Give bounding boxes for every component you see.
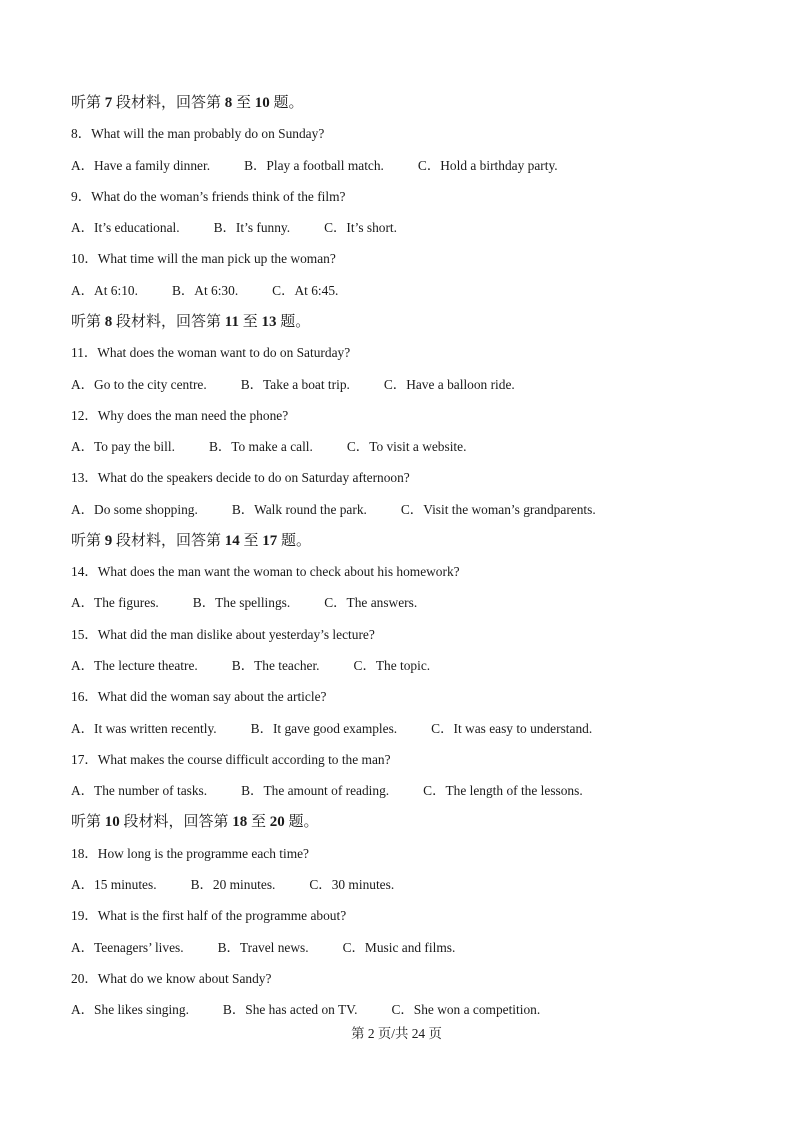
page-footer: 第 2 页/共 24 页 bbox=[351, 1026, 442, 1041]
section-text: 段材料，回答第 bbox=[119, 814, 233, 831]
answer-option-a: A．It’s educational. bbox=[71, 220, 180, 236]
question-text: 17．What makes the course difficult according to the man? bbox=[71, 751, 391, 767]
answer-option-b: B．At 6:30. bbox=[171, 282, 239, 298]
answer-option-b: B．To make a call. bbox=[208, 439, 313, 455]
answer-option-a: A．The lecture theatre. bbox=[71, 658, 198, 674]
answer-option-b: B．It’s funny. bbox=[213, 220, 291, 236]
answer-option-c: C．The length of the lessons. bbox=[423, 783, 583, 799]
section-text: 至 bbox=[247, 814, 270, 831]
answer-option-b: B．Take a boat trip. bbox=[240, 376, 350, 392]
answer-option-c: C．At 6:45. bbox=[272, 282, 339, 298]
answer-option-b: B．The amount of reading. bbox=[241, 783, 390, 799]
section-number: 10 bbox=[104, 814, 120, 831]
section-number: 8 bbox=[224, 95, 233, 111]
section-text: 题。 bbox=[269, 95, 304, 111]
answer-option-a: A．15 minutes. bbox=[71, 877, 157, 892]
answer-option-b: B．The spellings. bbox=[192, 595, 291, 611]
section-text: 至 bbox=[239, 532, 263, 549]
section-number: 20 bbox=[269, 814, 285, 831]
answer-option-c: C．The answers. bbox=[324, 595, 418, 611]
section-heading bbox=[71, 94, 304, 112]
question-text: 16．What did the woman say about the article? bbox=[71, 689, 327, 705]
answer-option-a: A．At 6:10. bbox=[71, 282, 138, 298]
section-number: 10 bbox=[254, 95, 270, 111]
answer-option-a: A．Go to the city centre. bbox=[71, 376, 207, 392]
answer-option-a: A．The number of tasks. bbox=[71, 783, 208, 799]
section-number: 17 bbox=[262, 532, 278, 549]
answer-option-c: C．The topic. bbox=[353, 658, 431, 674]
answer-option-c: C．Music and films. bbox=[342, 939, 456, 955]
answer-option-c: C．It’s short. bbox=[324, 220, 398, 236]
section-text: 段材料，回答第 bbox=[112, 95, 225, 111]
section-heading bbox=[71, 813, 319, 831]
answer-option-c: C．Hold a birthday party. bbox=[417, 157, 558, 173]
section-number: 8 bbox=[104, 313, 113, 330]
answer-option-b: B．The teacher. bbox=[231, 658, 320, 674]
answer-option-c: C．Have a balloon ride. bbox=[383, 376, 515, 392]
question-text: 15．What did the man dislike about yesterday’s lecture? bbox=[71, 626, 375, 642]
answer-option-a: A．Teenagers’ lives. bbox=[71, 939, 184, 955]
answer-option-c: C．Visit the woman’s grandparents. bbox=[400, 501, 596, 517]
answer-option-c: C．30 minutes. bbox=[309, 877, 395, 892]
section-text: 段材料，回答第 bbox=[112, 532, 225, 549]
question-text: 19．What is the first half of the programme about? bbox=[71, 908, 347, 924]
section-text: 听第 bbox=[71, 95, 105, 111]
question-text: 12．Why does the man need the phone? bbox=[71, 407, 289, 423]
section-text: 题。 bbox=[277, 532, 312, 549]
section-text: 听第 bbox=[71, 532, 105, 549]
question-text: 20．What do we know about Sandy? bbox=[71, 970, 272, 986]
answer-option-a: A．She likes singing. bbox=[71, 1002, 189, 1018]
section-text: 段材料，回答第 bbox=[112, 313, 225, 330]
section-heading bbox=[71, 313, 310, 331]
section-text: 至 bbox=[232, 95, 255, 111]
section-text: 听第 bbox=[71, 313, 105, 330]
answer-option-a: A．Have a family dinner. bbox=[71, 157, 211, 173]
section-number: 7 bbox=[104, 95, 113, 111]
question-text: 14．What does the man want the woman to check about his homework? bbox=[71, 564, 460, 580]
section-text: 听第 bbox=[71, 814, 105, 831]
question-text: 11．What does the woman want to do on Saturday? bbox=[71, 345, 351, 361]
question-text: 18．How long is the programme each time? bbox=[71, 845, 309, 861]
answer-option-b: B．Play a football match. bbox=[244, 157, 384, 173]
section-number: 18 bbox=[232, 814, 248, 831]
section-text: 至 bbox=[238, 313, 262, 330]
section-number: 13 bbox=[261, 313, 277, 330]
question-text: 9．What do the woman’s friends think of the film? bbox=[71, 188, 346, 204]
section-heading bbox=[71, 532, 311, 550]
answer-option-c: C．She won a competition. bbox=[391, 1002, 541, 1018]
answer-option-a: A．The figures. bbox=[71, 595, 159, 611]
question-text: 10．What time will the man pick up the woman? bbox=[71, 251, 336, 267]
answer-option-a: A．To pay the bill. bbox=[71, 439, 175, 455]
answer-option-a: A．Do some shopping. bbox=[71, 501, 198, 517]
answer-option-b: B．20 minutes. bbox=[190, 877, 276, 892]
section-number: 9 bbox=[104, 532, 113, 549]
section-number: 11 bbox=[224, 313, 239, 330]
question-text: 13．What do the speakers decide to do on Saturday afternoon? bbox=[71, 470, 410, 486]
section-text: 题。 bbox=[276, 313, 311, 330]
answer-option-c: C．It was easy to understand. bbox=[431, 720, 593, 736]
answer-option-b: B．Walk round the park. bbox=[231, 501, 367, 517]
answer-option-b: B．She has acted on TV. bbox=[222, 1002, 358, 1018]
question-text: 8．What will the man probably do on Sunday? bbox=[71, 126, 325, 142]
section-number: 14 bbox=[224, 532, 240, 549]
answer-option-b: B．Travel news. bbox=[217, 939, 309, 955]
answer-option-b: B．It gave good examples. bbox=[250, 720, 398, 736]
section-text: 题。 bbox=[284, 814, 319, 831]
answer-option-a: A．It was written recently. bbox=[71, 720, 217, 736]
answer-option-c: C．To visit a website. bbox=[346, 439, 467, 455]
